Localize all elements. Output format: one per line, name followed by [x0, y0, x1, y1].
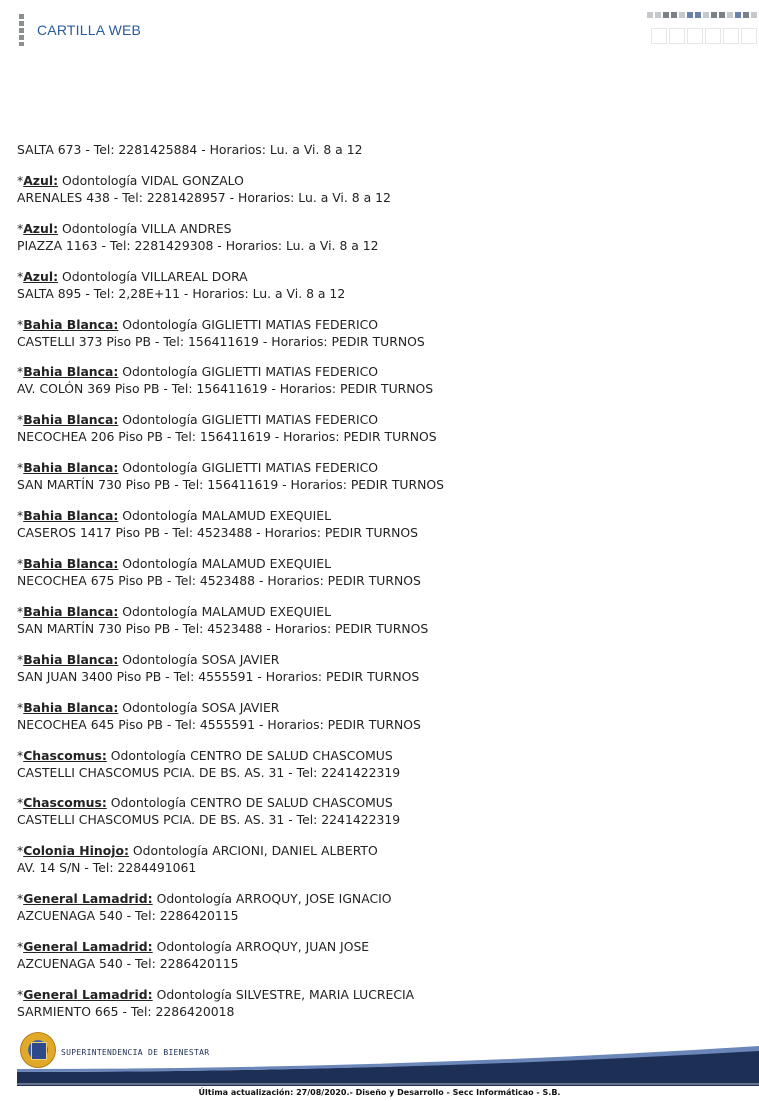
provider-heading: *General Lamadrid: Odontología ARROQUY, JUAN JOSE	[17, 939, 370, 955]
provider-address: AV. 14 S/N - Tel: 2284491061	[17, 860, 197, 876]
provider-name: Odontología SILVESTRE, MARIA LUCRECIA	[152, 987, 415, 1003]
provider-heading: *Chascomus: Odontología CENTRO DE SALUD CHASCOMUS	[17, 795, 393, 811]
provider-address: CASTELLI 373 Piso PB - Tel: 156411619 - Horarios: PEDIR TURNOS	[17, 333, 425, 349]
provider-entry	[17, 699, 737, 733]
provider-entry	[17, 268, 737, 302]
provider-heading: *Bahia Blanca: Odontología GIGLIETTI MATIAS FEDERICO	[17, 412, 379, 428]
lead-line: SALTA 673 - Tel: 2281425884 - Horarios: Lu. a Vi. 8 a 12	[17, 142, 363, 157]
provider-name: Odontología MALAMUD EXEQUIEL	[118, 556, 332, 572]
provider-heading: *General Lamadrid: Odontología ARROQUY, JOSE IGNACIO	[17, 891, 392, 907]
location-name: Bahia Blanca:	[23, 412, 119, 428]
footer-wave-decoration	[17, 1038, 759, 1086]
location-name: Bahia Blanca:	[23, 460, 119, 476]
provider-address: SARMIENTO 665 - Tel: 2286420018	[17, 1004, 235, 1020]
provider-entry	[17, 316, 737, 350]
location-name: Azul:	[23, 268, 59, 284]
provider-name: Odontología ARROQUY, JOSE IGNACIO	[152, 891, 392, 907]
location-name: Bahia Blanca:	[23, 316, 119, 332]
provider-entry	[17, 172, 737, 206]
provider-address: ARENALES 438 - Tel: 2281428957 - Horarios: Lu. a Vi. 8 a 12	[17, 189, 391, 205]
provider-name: Odontología VILLA ANDRES	[58, 220, 232, 236]
provider-entry	[17, 603, 737, 637]
provider-entry	[17, 938, 737, 972]
location-name: General Lamadrid:	[23, 939, 153, 955]
location-name: Bahia Blanca:	[23, 508, 119, 524]
provider-name: Odontología GIGLIETTI MATIAS FEDERICO	[118, 364, 379, 380]
provider-heading: *Colonia Hinojo: Odontología ARCIONI, DANIEL ALBERTO	[17, 843, 378, 859]
provider-name: Odontología VILLAREAL DORA	[58, 268, 248, 284]
provider-name: Odontología ARCIONI, DANIEL ALBERTO	[128, 843, 378, 859]
provider-address: PIAZZA 1163 - Tel: 2281429308 - Horarios: Lu. a Vi. 8 a 12	[17, 237, 379, 253]
provider-heading: *Bahia Blanca: Odontología GIGLIETTI MATIAS FEDERICO	[17, 460, 379, 476]
provider-list	[17, 141, 737, 1034]
provider-heading: *Bahia Blanca: Odontología MALAMUD EXEQUIEL	[17, 603, 332, 619]
provider-entry	[17, 363, 737, 397]
provider-heading: *General Lamadrid: Odontología SILVESTRE, MARIA LUCRECIA	[17, 987, 415, 1003]
provider-address: CASEROS 1417 Piso PB - Tel: 4523488 - Horarios: PEDIR TURNOS	[17, 525, 419, 541]
location-name: Bahia Blanca:	[23, 364, 119, 380]
location-name: General Lamadrid:	[23, 891, 153, 907]
provider-name: Odontología CENTRO DE SALUD CHASCOMUS	[106, 747, 393, 763]
provider-name: Odontología MALAMUD EXEQUIEL	[118, 603, 332, 619]
provider-address: NECOCHEA 206 Piso PB - Tel: 156411619 - Horarios: PEDIR TURNOS	[17, 429, 437, 445]
location-name: Chascomus:	[23, 795, 107, 811]
location-name: Bahia Blanca:	[23, 556, 119, 572]
provider-name: Odontología ARROQUY, JUAN JOSE	[152, 939, 370, 955]
provider-heading: *Bahia Blanca: Odontología SOSA JAVIER	[17, 699, 280, 715]
provider-heading: *Azul: Odontología VILLA ANDRES	[17, 220, 232, 236]
location-name: General Lamadrid:	[23, 987, 153, 1003]
provider-address: CASTELLI CHASCOMUS PCIA. DE BS. AS. 31 - Tel: 2241422319	[17, 764, 401, 780]
institution-name: SUPERINTENDENCIA DE BIENESTAR	[61, 1048, 210, 1057]
provider-name: Odontología SOSA JAVIER	[118, 699, 280, 715]
location-name: Azul:	[23, 220, 59, 236]
provider-name: Odontología GIGLIETTI MATIAS FEDERICO	[118, 316, 379, 332]
provider-name: Odontología GIGLIETTI MATIAS FEDERICO	[118, 412, 379, 428]
location-name: Bahia Blanca:	[23, 699, 119, 715]
provider-name: Odontología SOSA JAVIER	[118, 651, 280, 667]
provider-address: SAN MARTÍN 730 Piso PB - Tel: 4523488 - Horarios: PEDIR TURNOS	[17, 620, 429, 636]
provider-heading: *Bahia Blanca: Odontología GIGLIETTI MATIAS FEDERICO	[17, 364, 379, 380]
provider-address: AZCUENAGA 540 - Tel: 2286420115	[17, 956, 239, 972]
location-name: Chascomus:	[23, 747, 107, 763]
provider-entry	[17, 555, 737, 589]
provider-entry	[17, 459, 737, 493]
provider-entry	[17, 507, 737, 541]
provider-name: Odontología CENTRO DE SALUD CHASCOMUS	[106, 795, 393, 811]
provider-heading: *Bahia Blanca: Odontología GIGLIETTI MATIAS FEDERICO	[17, 316, 379, 332]
header-squares-decoration	[637, 12, 759, 48]
provider-entry	[17, 220, 737, 254]
page-title: CARTILLA WEB	[37, 22, 142, 38]
location-name: Colonia Hinojo:	[23, 843, 129, 859]
provider-heading: *Bahia Blanca: Odontología SOSA JAVIER	[17, 651, 280, 667]
provider-heading: *Bahia Blanca: Odontología MALAMUD EXEQUIEL	[17, 556, 332, 572]
provider-name: Odontología VIDAL GONZALO	[58, 172, 244, 188]
provider-heading: *Azul: Odontología VIDAL GONZALO	[17, 172, 244, 188]
provider-address: CASTELLI CHASCOMUS PCIA. DE BS. AS. 31 - Tel: 2241422319	[17, 812, 401, 828]
provider-address: SAN MARTÍN 730 Piso PB - Tel: 156411619 - Horarios: PEDIR TURNOS	[17, 477, 444, 493]
provider-address: AV. COLÓN 369 Piso PB - Tel: 156411619 - Horarios: PEDIR TURNOS	[17, 381, 434, 397]
provider-entry	[17, 842, 737, 876]
provider-entry	[17, 411, 737, 445]
institution-logo	[20, 1032, 56, 1068]
provider-heading: *Chascomus: Odontología CENTRO DE SALUD CHASCOMUS	[17, 747, 393, 763]
provider-entry	[17, 890, 737, 924]
provider-entry	[17, 986, 737, 1020]
provider-entry	[17, 747, 737, 781]
footer-note: Última actualización: 27/08/2020.- Diseño y Desarrollo - Secc Informáticao - S.B.	[198, 1088, 561, 1097]
location-name: Azul:	[23, 172, 59, 188]
location-name: Bahia Blanca:	[23, 651, 119, 667]
provider-heading: *Bahia Blanca: Odontología MALAMUD EXEQUIEL	[17, 508, 332, 524]
header-bar-decoration	[19, 14, 24, 46]
location-name: Bahia Blanca:	[23, 603, 119, 619]
provider-address: NECOCHEA 645 Piso PB - Tel: 4555591 - Horarios: PEDIR TURNOS	[17, 716, 421, 732]
provider-name: Odontología GIGLIETTI MATIAS FEDERICO	[118, 460, 379, 476]
page-header	[0, 0, 759, 60]
provider-entry	[17, 651, 737, 685]
provider-heading: *Azul: Odontología VILLAREAL DORA	[17, 268, 248, 284]
page-footer	[0, 1028, 759, 1101]
provider-address: SALTA 895 - Tel: 2,28E+11 - Horarios: Lu. a Vi. 8 a 12	[17, 285, 346, 301]
provider-address: AZCUENAGA 540 - Tel: 2286420115	[17, 908, 239, 924]
provider-address: SAN JUAN 3400 Piso PB - Tel: 4555591 - Horarios: PEDIR TURNOS	[17, 668, 420, 684]
provider-name: Odontología MALAMUD EXEQUIEL	[118, 508, 332, 524]
provider-address: NECOCHEA 675 Piso PB - Tel: 4523488 - Horarios: PEDIR TURNOS	[17, 573, 421, 589]
provider-entry	[17, 794, 737, 828]
